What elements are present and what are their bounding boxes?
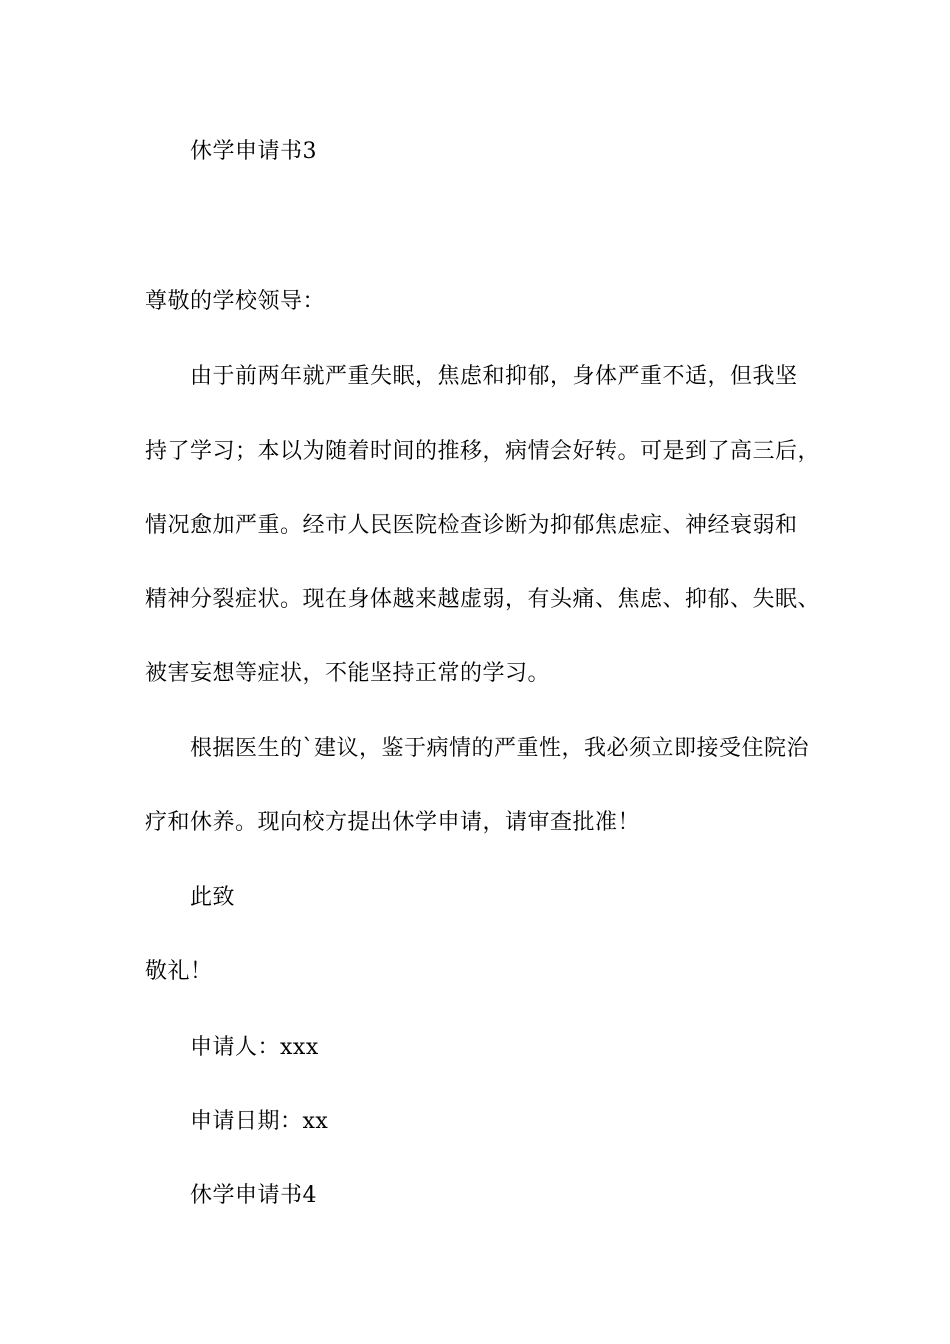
paragraph-1-line-4: 精神分裂症状。现在身体越来越虚弱，有头痛、焦虑、抑郁、失眠、 (145, 587, 821, 612)
paragraph-2-line-1: 根据医生的`建议，鉴于病情的严重性，我必须立即接受住院治 (190, 736, 810, 761)
closing-salutation: 此致 (190, 885, 236, 910)
document-heading-3: 休学申请书3 (190, 139, 317, 164)
applicant-line: 申请人：xxx (190, 1035, 319, 1060)
paragraph-2-line-2: 疗和休养。现向校方提出休学申请，请审查批准！ (145, 810, 641, 835)
closing-regards: 敬礼！ (145, 959, 213, 984)
paragraph-1-line-3: 情况愈加严重。经市人民医院检查诊断为抑郁焦虑症、神经衰弱和 (145, 513, 798, 538)
paragraph-1-line-2: 持了学习；本以为随着时间的推移，病情会好转。可是到了高三后， (145, 439, 821, 464)
paragraph-1-line-5: 被害妄想等症状，不能坚持正常的学习。 (145, 661, 551, 686)
document-heading-4: 休学申请书4 (190, 1183, 317, 1208)
date-line: 申请日期：xx (190, 1109, 329, 1134)
paragraph-1-line-1: 由于前两年就严重失眠，焦虑和抑郁，身体严重不适，但我坚 (190, 364, 798, 389)
salutation: 尊敬的学校领导： (145, 289, 326, 314)
